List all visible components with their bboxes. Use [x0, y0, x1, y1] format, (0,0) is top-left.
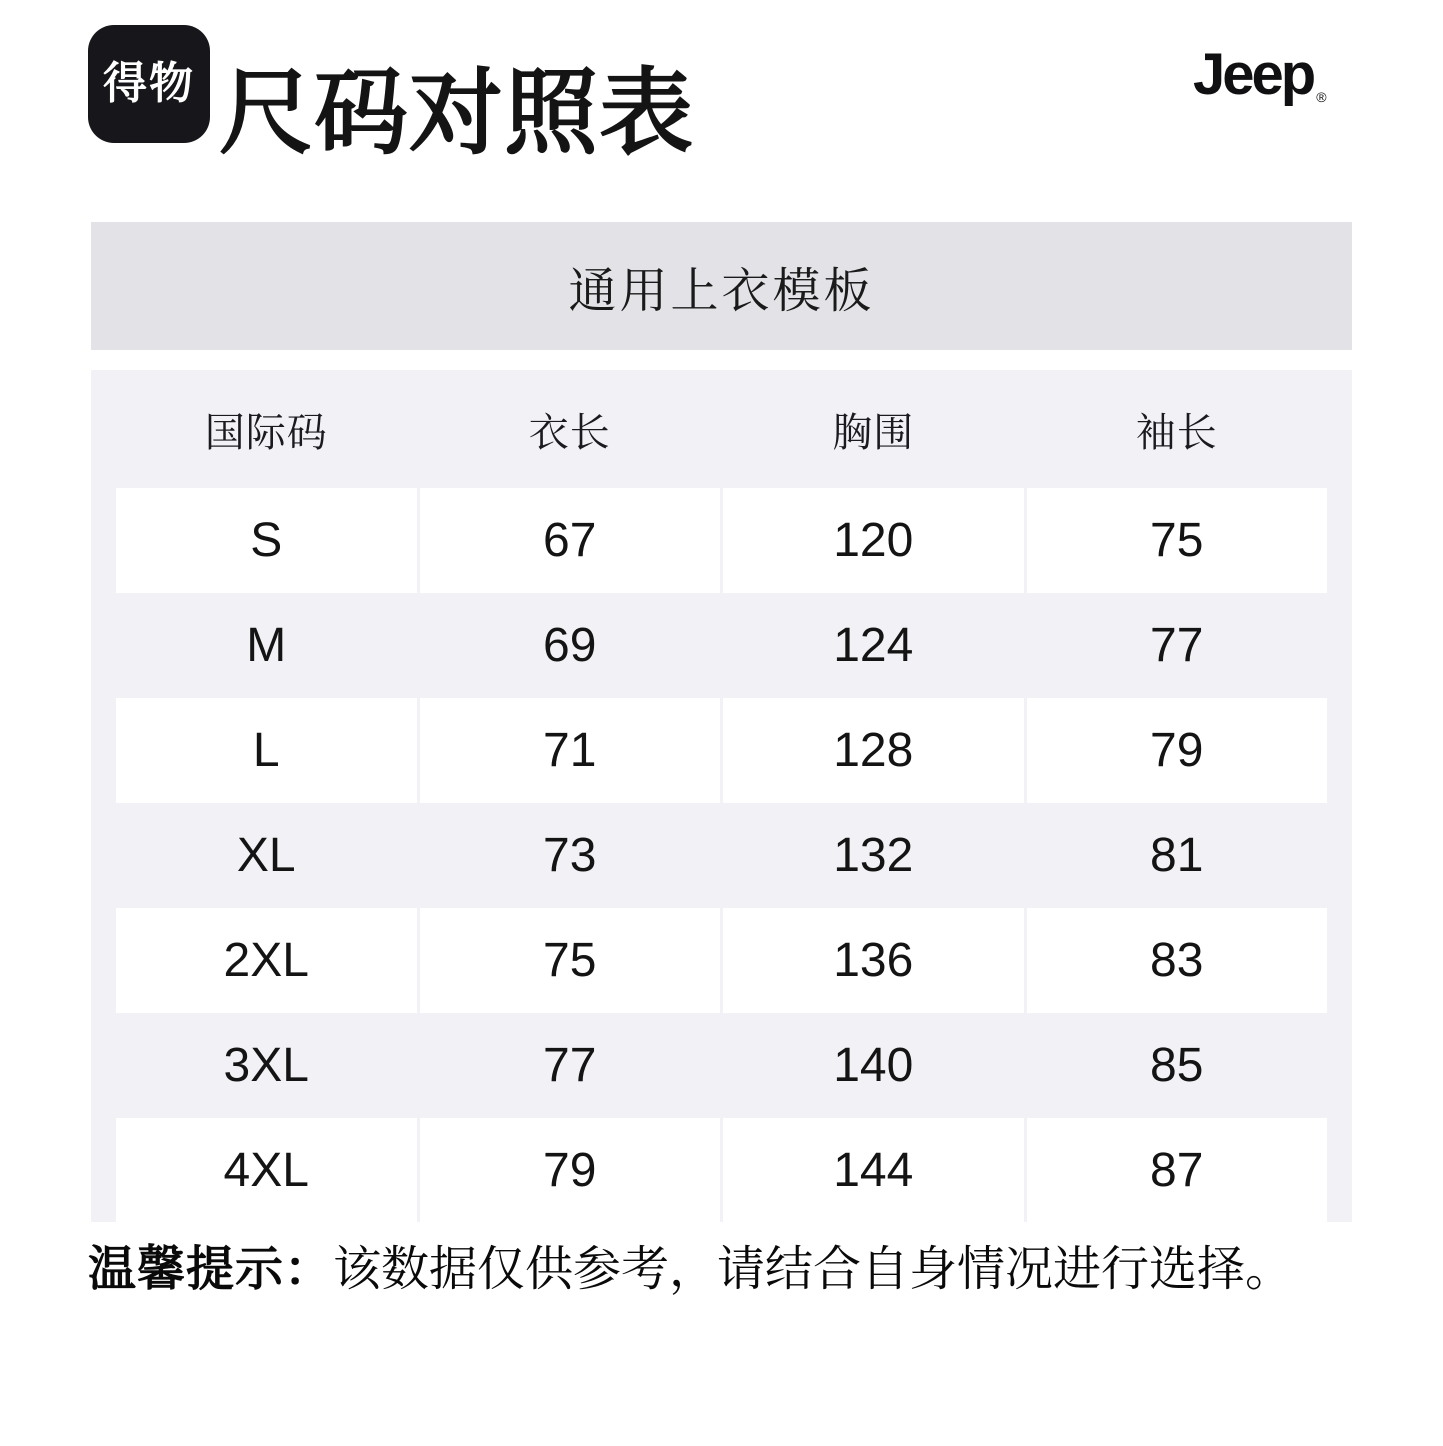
cell-chest: 128 — [723, 698, 1024, 803]
table-row — [116, 908, 1327, 1013]
cell-size: 3XL — [223, 1039, 309, 1092]
cell-size: L — [116, 698, 417, 803]
cell-garment-length: 75 — [420, 908, 721, 1013]
table-row — [116, 488, 1327, 593]
cell-sleeve-length: 87 — [1027, 1118, 1328, 1222]
note-text: 该数据仅供参考，请结合自身情况进行选择。 — [333, 1243, 1294, 1296]
cell-chest: 140 — [833, 1039, 914, 1092]
table-row — [116, 593, 1327, 698]
jeep-logo — [1193, 42, 1353, 107]
cell-sleeve-length: 83 — [1027, 908, 1328, 1013]
cell-size: 4XL — [116, 1118, 417, 1222]
dewu-logo — [88, 25, 210, 143]
template-bar-label: 通用上衣模板 — [568, 264, 875, 318]
cell-garment-length: 67 — [420, 488, 721, 593]
size-table — [91, 370, 1352, 1222]
dewu-logo-text: 得物 — [103, 59, 195, 108]
cell-sleeve-length: 79 — [1027, 698, 1328, 803]
cell-size: XL — [236, 829, 296, 882]
column-header-sleeve-length: 袖长 — [1135, 410, 1218, 455]
template-bar — [91, 222, 1352, 350]
cell-chest: 144 — [723, 1118, 1024, 1222]
cell-garment-length: 73 — [543, 829, 597, 882]
table-row — [116, 1118, 1327, 1222]
table-header-row — [116, 370, 1327, 488]
cell-sleeve-length: 77 — [1150, 619, 1204, 672]
cell-garment-length: 77 — [543, 1039, 597, 1092]
cell-size: S — [116, 488, 417, 593]
page-title: 尺码对照表 — [219, 60, 695, 165]
note — [88, 1240, 1388, 1300]
cell-chest: 132 — [833, 829, 914, 882]
registered-trademark-icon: ® — [1316, 89, 1327, 105]
cell-sleeve-length: 75 — [1027, 488, 1328, 593]
column-header-size: 国际码 — [204, 410, 328, 455]
cell-garment-length: 79 — [420, 1118, 721, 1222]
cell-garment-length: 71 — [420, 698, 721, 803]
column-header-garment-length: 衣长 — [528, 410, 611, 455]
jeep-logo-text: Jeep — [1193, 42, 1314, 107]
note-label: 温馨提示： — [88, 1243, 334, 1296]
cell-sleeve-length: 81 — [1150, 829, 1204, 882]
cell-garment-length: 69 — [543, 619, 597, 672]
table-row — [116, 1013, 1327, 1118]
cell-chest: 124 — [833, 619, 914, 672]
table-row — [116, 803, 1327, 908]
cell-size: 2XL — [116, 908, 417, 1013]
cell-chest: 136 — [723, 908, 1024, 1013]
column-header-chest: 胸围 — [832, 410, 915, 455]
cell-sleeve-length: 85 — [1150, 1039, 1204, 1092]
table-row — [116, 698, 1327, 803]
size-table-body — [91, 370, 1352, 1222]
cell-size: M — [246, 619, 287, 672]
cell-chest: 120 — [723, 488, 1024, 593]
